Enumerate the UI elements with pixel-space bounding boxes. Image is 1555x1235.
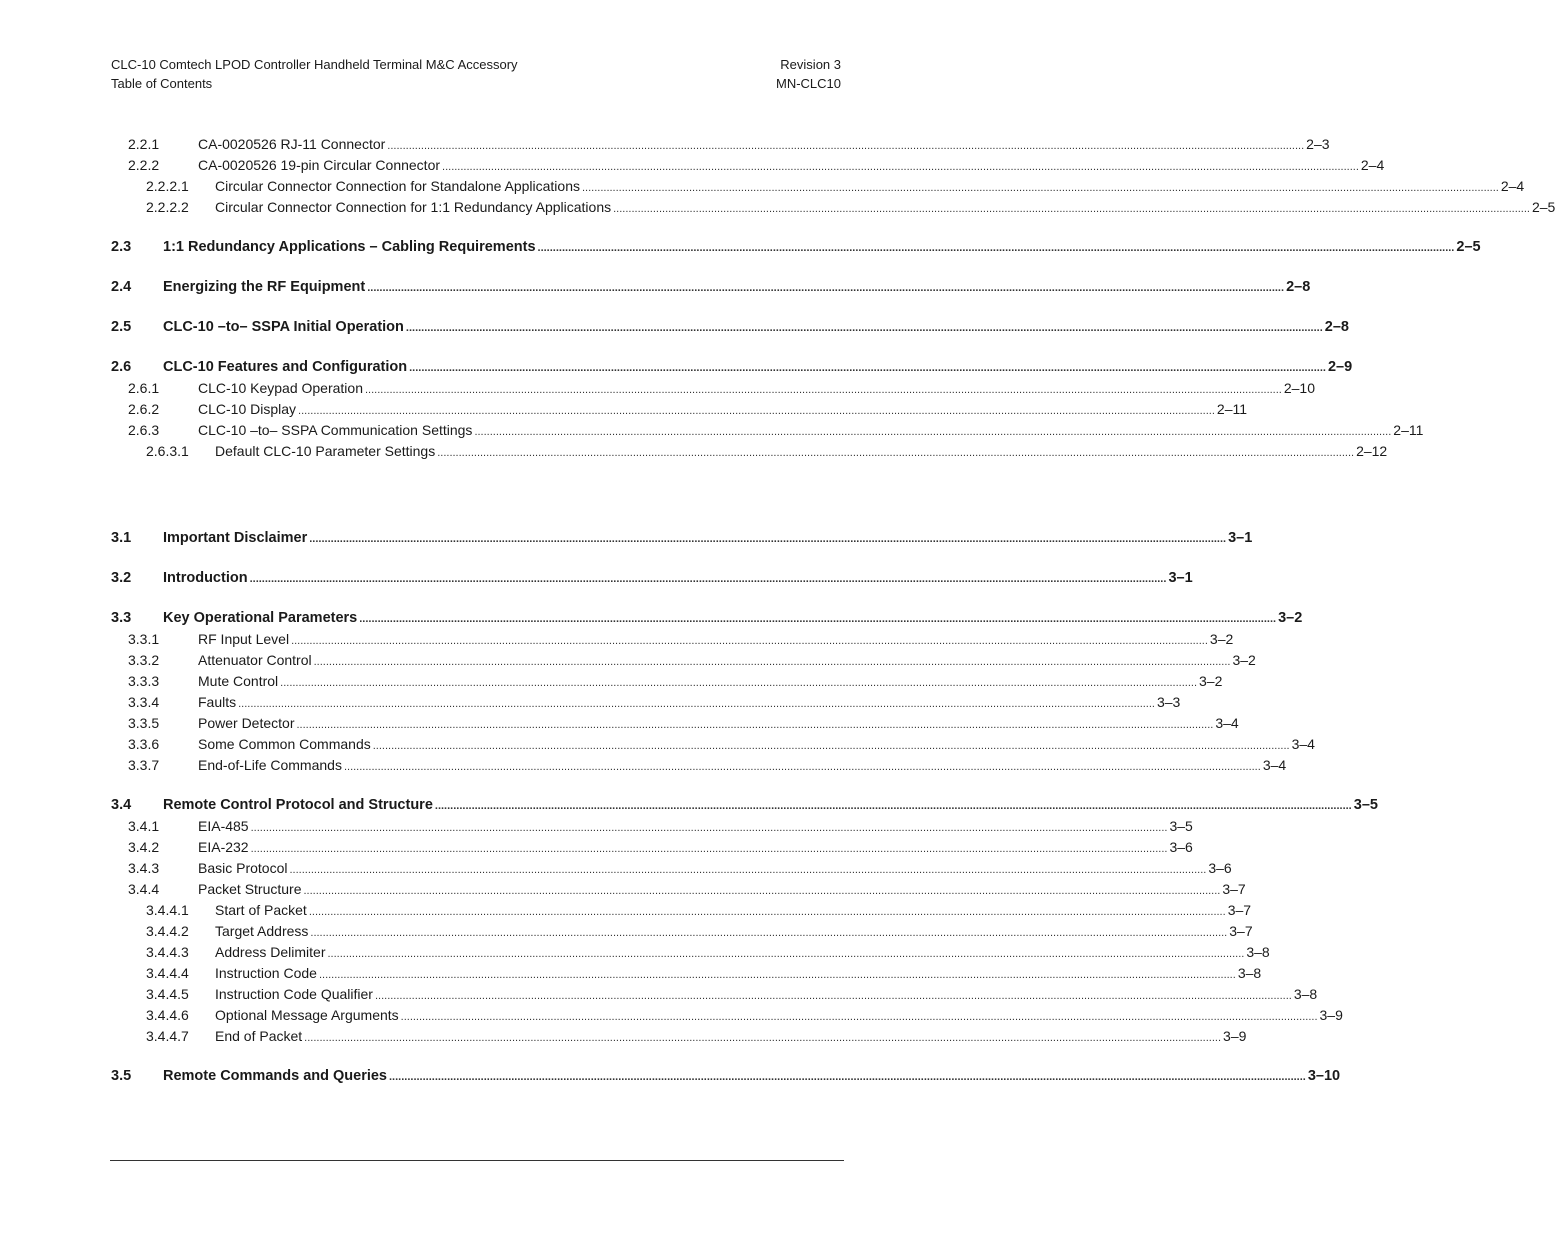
toc-entry[interactable]	[111, 155, 1385, 176]
toc-entry-page: 2–4	[1360, 157, 1385, 173]
toc-entry-number: 3.4.1	[128, 818, 160, 834]
toc-entry-title: Instruction Code	[215, 965, 317, 981]
toc-entry-title: Key Operational Parameters	[163, 610, 358, 626]
toc-entry[interactable]	[111, 567, 1193, 589]
toc-entry-page: 3–4	[1291, 736, 1315, 752]
toc-entry[interactable]	[111, 984, 1318, 1005]
toc-entry-number: 2.6.3.1	[146, 443, 189, 459]
toc-entry-number: 2.6.3	[128, 422, 160, 438]
toc-entry-page: 3–5	[1353, 797, 1378, 813]
toc-entry-page: 3–7	[1229, 923, 1253, 939]
toc-entry[interactable]	[111, 921, 1253, 942]
toc-entry[interactable]	[111, 942, 1270, 963]
toc-entry-title: 1:1 Redundancy Applications – Cabling Requirements	[163, 239, 536, 255]
dot-leader: ............................................................................................................................................................................................................................................................................................................	[389, 1071, 1306, 1083]
dot-leader: ............................................................................................................................................................................................................................................................................................................	[308, 906, 1226, 918]
toc-entry-title: RF Input Level	[198, 631, 290, 647]
document-number: MN-CLC10	[775, 76, 841, 91]
toc-entry-title: EIA-232	[198, 839, 249, 855]
dot-leader: ............................................................................................................................................................................................................................................................................................................	[309, 533, 1227, 545]
toc-entry[interactable]	[111, 816, 1193, 837]
toc-entry-number: 3.4.4.5	[146, 986, 189, 1002]
toc-entry-page: 2–11	[1393, 422, 1424, 438]
toc-entry-number: 2.6.1	[128, 380, 160, 396]
toc-section-2	[111, 134, 1555, 462]
toc-entry[interactable]	[111, 837, 1193, 858]
toc-entry-page: 3–2	[1278, 610, 1303, 626]
dot-leader: ............................................................................................................................................................................................................................................................................................................	[313, 656, 1231, 668]
toc-entry[interactable]	[111, 607, 1303, 629]
toc-entry[interactable]	[111, 356, 1353, 378]
toc-entry-title: End of Packet	[215, 1028, 303, 1044]
toc-entry-title: CLC-10 Features and Configuration	[163, 359, 408, 375]
dot-leader: ............................................................................................................................................................................................................................................................................................................	[250, 843, 1168, 855]
toc-entry-title: Target Address	[215, 923, 309, 939]
dot-leader: ............................................................................................................................................................................................................................................................................................................	[318, 969, 1236, 981]
toc-entry[interactable]	[111, 316, 1349, 338]
toc-entry-title: Default CLC-10 Parameter Settings	[215, 443, 436, 459]
dot-leader: ............................................................................................................................................................................................................................................................................................................	[238, 698, 1155, 710]
toc-entry-number: 3.4.4.6	[146, 1007, 189, 1023]
toc-entry-number: 2.3	[111, 239, 132, 255]
toc-entry-page: 3–10	[1307, 1068, 1341, 1084]
toc-entry-page: 3–6	[1169, 839, 1193, 855]
dot-leader: ............................................................................................................................................................................................................................................................................................................	[303, 885, 1221, 897]
toc-entry-title: CA-0020526 19-pin Circular Connector	[198, 157, 441, 173]
toc-entry-title: CLC-10 Display	[198, 401, 297, 417]
toc-entry-number: 2.5	[111, 319, 132, 335]
dot-leader: ............................................................................................................................................................................................................................................................................................................	[304, 1032, 1222, 1044]
section-name: Table of Contents	[111, 76, 213, 91]
dot-leader: ............................................................................................................................................................................................................................................................................................................	[405, 322, 1323, 334]
toc-entry-number: 3.3.6	[128, 736, 160, 752]
dot-leader: ............................................................................................................................................................................................................................................................................................................	[250, 822, 1168, 834]
toc-entry-title: End-of-Life Commands	[198, 757, 342, 773]
toc-entry[interactable]	[111, 650, 1256, 671]
dot-leader: ............................................................................................................................................................................................................................................................................................................	[296, 719, 1214, 731]
dot-leader: ............................................................................................................................................................................................................................................................................................................	[343, 761, 1261, 773]
revision-label: Revision 3	[780, 57, 841, 72]
toc-entry-title: Circular Connector Connection for 1:1 Redundancy Applications	[215, 199, 612, 215]
toc-entry-title: Instruction Code Qualifier	[215, 986, 373, 1002]
toc-entry[interactable]	[111, 879, 1246, 900]
toc-entry-number: 3.5	[111, 1068, 132, 1084]
toc-entry-title: Optional Message Arguments	[215, 1007, 399, 1023]
toc-entry-title: Remote Commands and Queries	[163, 1068, 387, 1084]
toc-entry-title: Some Common Commands	[198, 736, 371, 752]
toc-entry-title: Introduction	[163, 570, 248, 586]
toc-entry-number: 2.2.2.1	[146, 178, 189, 194]
dot-leader: ............................................................................................................................................................................................................................................................................................................	[249, 573, 1167, 585]
dot-leader: ............................................................................................................................................................................................................................................................................................................	[280, 677, 1198, 689]
toc-entry-title: Packet Structure	[198, 881, 302, 897]
dot-leader: ............................................................................................................................................................................................................................................................................................................	[400, 1011, 1318, 1023]
toc-entry-number: 3.4.4	[128, 881, 160, 897]
toc-entry-number: 3.4.4.2	[146, 923, 189, 939]
toc-entry-title: Start of Packet	[215, 902, 307, 918]
toc-entry-title: Faults	[198, 694, 237, 710]
toc-entry-page: 3–2	[1209, 631, 1234, 647]
toc-entry-title: Basic Protocol	[198, 860, 288, 876]
dot-leader: ............................................................................................................................................................................................................................................................................................................	[310, 927, 1228, 939]
document-title: CLC-10 Comtech LPOD Controller Handheld Terminal M&C Accessory	[111, 57, 518, 72]
dot-leader: ............................................................................................................................................................................................................................................................................................................	[613, 203, 1530, 215]
toc-entry-number: 3.3.4	[128, 694, 160, 710]
toc-entry[interactable]	[111, 236, 1481, 258]
toc-entry[interactable]	[111, 1026, 1247, 1047]
dot-leader: ............................................................................................................................................................................................................................................................................................................	[367, 282, 1285, 294]
dot-leader: ............................................................................................................................................................................................................................................................................................................	[437, 447, 1355, 459]
toc-entry-page: 3–7	[1222, 881, 1246, 897]
toc-entry-page: 3–2	[1232, 652, 1256, 668]
page-header-right	[776, 55, 841, 93]
toc-entry-number: 3.4	[111, 797, 132, 813]
toc-entry[interactable]	[111, 900, 1252, 921]
toc-entry-page: 3–8	[1237, 965, 1262, 981]
toc-entry-page: 3–8	[1246, 944, 1270, 960]
toc-entry-page: 2–5	[1456, 239, 1481, 255]
toc-entry-title: CLC-10 –to– SSPA Communication Settings	[198, 422, 473, 438]
dot-leader: ............................................................................................................................................................................................................................................................................................................	[289, 864, 1207, 876]
toc-section-3	[111, 527, 1378, 1087]
toc-entry-number: 3.3.2	[128, 652, 160, 668]
dot-leader: ............................................................................................................................................................................................................................................................................................................	[359, 613, 1277, 625]
toc-entry[interactable]	[111, 1065, 1341, 1087]
toc-entry-number: 2.2.2	[128, 157, 160, 173]
toc-entry[interactable]	[111, 441, 1388, 462]
toc-entry-title: EIA-485	[198, 818, 249, 834]
toc-entry-page: 2–8	[1324, 319, 1349, 335]
toc-entry-page: 3–8	[1293, 986, 1318, 1002]
toc-entry-number: 3.4.4.7	[146, 1028, 189, 1044]
toc-entry-number: 3.4.2	[128, 839, 160, 855]
toc-entry-page: 3–1	[1168, 570, 1193, 586]
footer-divider	[110, 1160, 844, 1161]
toc-entry-title: CLC-10 –to– SSPA Initial Operation	[163, 319, 404, 335]
toc-entry-number: 2.2.1	[128, 136, 160, 152]
toc-entry-title: Attenuator Control	[198, 652, 312, 668]
toc-entry-page: 3–9	[1319, 1007, 1343, 1023]
toc-entry[interactable]	[111, 858, 1232, 879]
dot-leader: ............................................................................................................................................................................................................................................................................................................	[374, 990, 1292, 1002]
toc-entry[interactable]	[111, 692, 1181, 713]
toc-entry-page: 3–4	[1262, 757, 1287, 773]
toc-entry-page: 3–2	[1199, 673, 1223, 689]
toc-entry[interactable]	[111, 755, 1287, 776]
dot-leader: ............................................................................................................................................................................................................................................................................................................	[409, 362, 1326, 374]
toc-entry-page: 2–9	[1327, 359, 1353, 375]
toc-entry-number: 3.4.4.3	[146, 944, 189, 960]
page-header-left	[111, 55, 518, 93]
toc-entry-number: 3.3	[111, 610, 132, 626]
dot-leader: ............................................................................................................................................................................................................................................................................................................	[291, 635, 1208, 647]
toc-entry-title: Power Detector	[198, 715, 295, 731]
toc-entry[interactable]	[111, 713, 1239, 734]
dot-leader: ............................................................................................................................................................................................................................................................................................................	[327, 948, 1245, 960]
toc-entry-page: 2–8	[1286, 279, 1311, 295]
toc-entry-number: 3.3.1	[128, 631, 160, 647]
toc-entry-number: 2.4	[111, 279, 132, 295]
toc-entry[interactable]	[111, 197, 1555, 218]
toc-entry[interactable]	[111, 629, 1234, 650]
toc-entry-number: 2.6	[111, 359, 132, 375]
toc-entry-number: 2.2.2.2	[146, 199, 189, 215]
dot-leader: ............................................................................................................................................................................................................................................................................................................	[582, 182, 1499, 194]
toc-entry-title: CLC-10 Keypad Operation	[198, 380, 363, 396]
toc-entry-page: 2–5	[1531, 199, 1555, 215]
toc-entry-title: Circular Connector Connection for Standalone Applications	[215, 178, 580, 194]
toc-entry-page: 2–10	[1283, 380, 1316, 396]
toc-entry[interactable]	[111, 378, 1316, 399]
toc-entry-page: 2–4	[1500, 178, 1525, 194]
toc-entry[interactable]	[111, 734, 1315, 755]
toc-entry-number: 3.1	[111, 530, 132, 546]
toc-entry[interactable]	[111, 134, 1330, 155]
toc-entry[interactable]	[111, 1005, 1343, 1026]
toc-entry[interactable]	[111, 671, 1223, 692]
dot-leader: ............................................................................................................................................................................................................................................................................................................	[387, 140, 1305, 152]
dot-leader: ............................................................................................................................................................................................................................................................................................................	[365, 384, 1282, 396]
toc-entry-number: 2.6.2	[128, 401, 160, 417]
toc-entry-page: 3–6	[1208, 860, 1232, 876]
toc-entry-page: 3–7	[1227, 902, 1252, 918]
toc-entry-number: 3.3.3	[128, 673, 160, 689]
toc-entry-title: Mute Control	[198, 673, 279, 689]
dot-leader: ............................................................................................................................................................................................................................................................................................................	[537, 242, 1455, 254]
toc-entry[interactable]	[111, 276, 1311, 298]
toc-entry[interactable]	[111, 420, 1424, 441]
toc-entry-number: 3.3.5	[128, 715, 160, 731]
toc-entry[interactable]	[111, 794, 1378, 816]
toc-entry[interactable]	[111, 176, 1525, 197]
toc-entry-title: CA-0020526 RJ-11 Connector	[198, 136, 386, 152]
toc-entry-number: 3.4.4.1	[146, 902, 189, 918]
toc-entry-page: 3–5	[1169, 818, 1193, 834]
toc-entry[interactable]	[111, 399, 1248, 420]
toc-entry-title: Important Disclaimer	[163, 530, 308, 546]
toc-entry-page: 2–3	[1306, 136, 1330, 152]
toc-entry-number: 3.4.3	[128, 860, 160, 876]
dot-leader: ............................................................................................................................................................................................................................................................................................................	[474, 426, 1392, 438]
toc-entry-page: 3–1	[1228, 530, 1253, 546]
dot-leader: ............................................................................................................................................................................................................................................................................................................	[434, 800, 1352, 812]
toc-entry-number: 3.3.7	[128, 757, 160, 773]
toc-entry-page: 3–4	[1215, 715, 1239, 731]
toc-entry-title: Remote Control Protocol and Structure	[163, 797, 433, 813]
toc-entry-title: Energizing the RF Equipment	[163, 279, 366, 295]
toc-entry-title: Address Delimiter	[215, 944, 326, 960]
toc-entry[interactable]	[111, 527, 1253, 549]
dot-leader: ............................................................................................................................................................................................................................................................................................................	[298, 405, 1215, 417]
toc-entry-page: 2–11	[1216, 401, 1248, 417]
toc-entry-page: 3–3	[1156, 694, 1181, 710]
toc-entry-number: 3.4.4.4	[146, 965, 189, 981]
toc-entry-number: 3.2	[111, 570, 132, 586]
dot-leader: ............................................................................................................................................................................................................................................................................................................	[372, 740, 1290, 752]
dot-leader: ............................................................................................................................................................................................................................................................................................................	[442, 161, 1359, 173]
toc-entry[interactable]	[111, 963, 1262, 984]
toc-entry-page: 2–12	[1356, 443, 1388, 459]
toc-entry-page: 3–9	[1223, 1028, 1247, 1044]
